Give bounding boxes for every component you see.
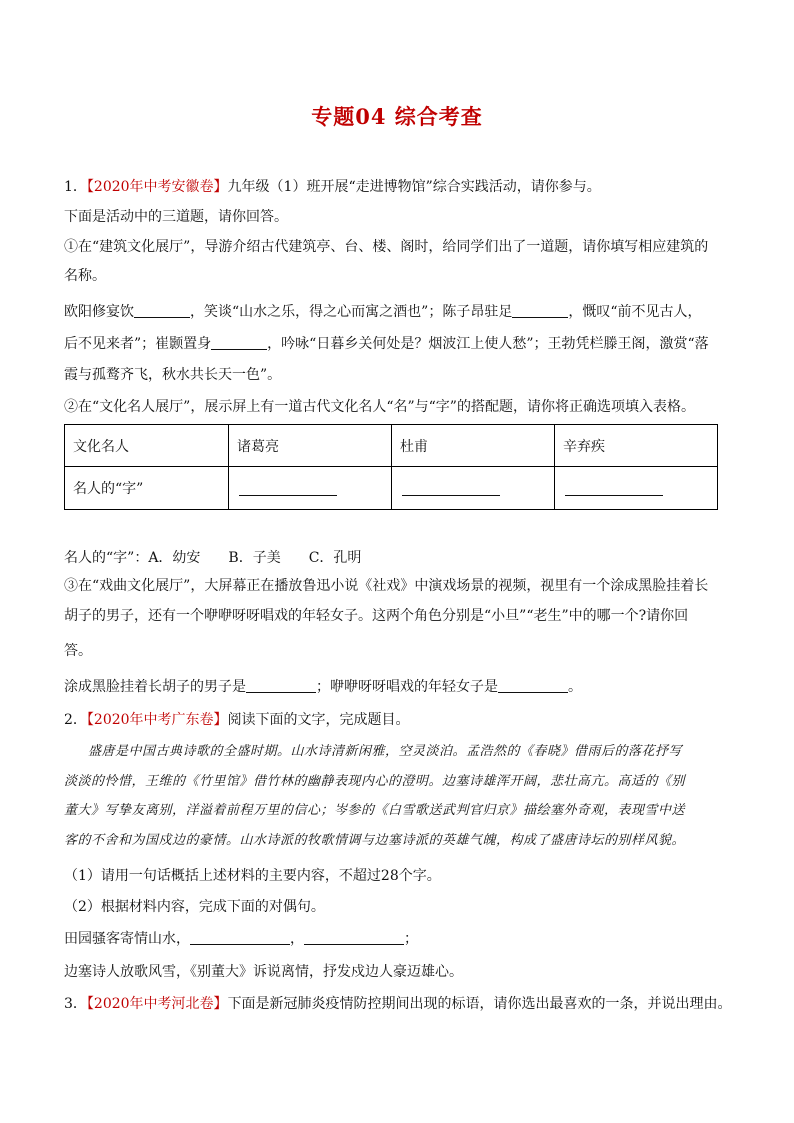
q1-number: 1． bbox=[64, 179, 87, 195]
q2-number: 2． bbox=[64, 712, 87, 728]
page-title: 专题04 综合考查 bbox=[311, 104, 483, 129]
q1-fill-text-a: 欧阳修宴饮 bbox=[64, 304, 134, 320]
q2-couplet-text-a: 田园骚客寄情山水， bbox=[64, 931, 190, 947]
q3-stem-line bbox=[64, 994, 732, 1014]
q1-part3-line3: 答。 bbox=[64, 643, 92, 659]
table-row bbox=[65, 425, 718, 467]
table-row bbox=[65, 467, 718, 510]
table-blank[interactable] bbox=[402, 481, 500, 496]
table-header-cell: 诸葛亮 bbox=[229, 425, 392, 467]
q2-stem: 阅读下面的文字，完成题目。 bbox=[227, 712, 410, 728]
q2-couplet-line1 bbox=[64, 929, 418, 949]
q2-stem-line bbox=[64, 710, 410, 730]
q1-answer-line bbox=[64, 677, 582, 697]
q1-blank-2[interactable] bbox=[512, 303, 568, 318]
q3-number: 3． bbox=[64, 996, 87, 1012]
q1-fill-text-d: 后不见来者”；崔颢置身 bbox=[64, 336, 212, 352]
table-answer-cell[interactable] bbox=[392, 467, 555, 510]
table-blank[interactable] bbox=[565, 481, 663, 496]
q1-part2: ②在“文化名人展厅”，展示屏上有一道古代文化名人“名”与“字”的搭配题，请你将正确选项填入表格。 bbox=[64, 399, 695, 415]
q1-answer-text-b: ；咿咿呀呀唱戏的年轻女子是 bbox=[316, 679, 498, 695]
q1-blank-4[interactable] bbox=[246, 678, 316, 693]
q2-sub2: （2）根据材料内容，完成下面的对偶句。 bbox=[64, 899, 325, 915]
q1-fill-text-b: ，笑谈“山水之乐，得之心而寓之酒也”；陈子昂驻足 bbox=[190, 304, 513, 320]
q1-part1-line1: ①在“建筑文化展厅”，导游介绍古代建筑亭、台、楼、阁时，给同学们出了一道题，请你填写相应建筑的 bbox=[64, 239, 709, 255]
q2-passage-line: 董大》写挚友离别，洋溢着前程万里的信心；岑参的《白雪歌送武判官归京》描绘塞外奇观，表现雪中送 bbox=[64, 803, 686, 818]
q1-answer-text-c: 。 bbox=[568, 679, 582, 695]
q1-fill-line2 bbox=[64, 334, 709, 354]
table-answer-cell[interactable] bbox=[229, 467, 392, 510]
q2-couplet-text-b: ， bbox=[290, 931, 304, 947]
q1-blank-3[interactable] bbox=[211, 335, 267, 350]
q1-part1-line2: 名称。 bbox=[64, 268, 106, 284]
q2-sub1: （1）请用一句话概括上述材料的主要内容，不超过28个字。 bbox=[64, 868, 441, 884]
table-header-cell: 文化名人 bbox=[65, 425, 229, 467]
q1-fill-line3: 霞与孤鹜齐飞，秋水共长天一色”。 bbox=[64, 367, 282, 383]
q1-fill-line1 bbox=[64, 302, 702, 322]
q1-intro: 下面是活动中的三道题，请你回答。 bbox=[64, 209, 288, 225]
q2-couplet-line2: 边塞诗人放歌风雪，《别董大》诉说离情，抒发戍边人豪迈雄心。 bbox=[64, 964, 463, 980]
table-answer-cell[interactable] bbox=[555, 467, 718, 510]
q3-source: 【2020年中考河北卷】 bbox=[86, 996, 228, 1012]
q2-passage-line: 客的不舍和为国戍边的豪情。山水诗派的牧歌情调与边塞诗派的英雄气魄，构成了盛唐诗坛的别样风貌。 bbox=[64, 833, 686, 848]
q1-options: 名人的“字”：A．幼安 B．子美 C．孔明 bbox=[64, 550, 362, 566]
table-header-cell: 杜甫 bbox=[392, 425, 555, 467]
q2-source: 【2020年中考广东卷】 bbox=[86, 712, 228, 728]
q1-part3-line1: ③在“戏曲文化展厅”，大屏幕正在播放鲁迅小说《社戏》中演戏场景的视频，视里有一个涂成黑脸挂着长 bbox=[64, 578, 709, 594]
q2-couplet-text-c: ； bbox=[404, 931, 418, 947]
q3-stem: 下面是新冠肺炎疫情防控期间出现的标语，请你选出最喜欢的一条，并说出理由。 bbox=[227, 996, 732, 1012]
table-blank[interactable] bbox=[239, 481, 337, 496]
q1-source: 【2020年中考安徽卷】 bbox=[86, 179, 228, 195]
q1-stem-line bbox=[64, 177, 601, 197]
q1-blank-5[interactable] bbox=[498, 678, 568, 693]
q1-fill-text-c: ，慨叹“前不见古人， bbox=[568, 304, 702, 320]
table-row-label: 名人的“字” bbox=[65, 467, 229, 510]
table-header-cell: 辛弃疾 bbox=[555, 425, 718, 467]
q1-stem: 九年级（1）班开展“走进博物馆”综合实践活动，请你参与。 bbox=[227, 179, 601, 195]
q2-blank-1[interactable] bbox=[190, 930, 290, 945]
q2-passage-line: 盛唐是中国古典诗歌的全盛时期。山水诗清新闲雅，空灵淡泊。孟浩然的《春晓》借雨后的落花抒写 bbox=[88, 744, 683, 759]
q1-part3-line2: 胡子的男子，还有一个咿咿呀呀唱戏的年轻女子。这两个角色分别是“小旦”“老生”中的哪一个?请你回 bbox=[64, 608, 689, 624]
q1-answer-text-a: 涂成黑脸挂着长胡子的男子是 bbox=[64, 679, 246, 695]
q1-blank-1[interactable] bbox=[134, 303, 190, 318]
q2-blank-2[interactable] bbox=[304, 930, 404, 945]
q2-passage-line: 淡淡的怜惜，王维的《竹里馆》借竹林的幽静表现内心的澄明。边塞诗雄浑开阔，悲壮高亢。高适的《别 bbox=[64, 774, 686, 789]
name-table bbox=[64, 424, 718, 510]
q1-fill-text-e: ，吟咏“日暮乡关何处是？烟波江上使人愁”；王勃凭栏滕王阁，激赏“落 bbox=[267, 336, 709, 352]
